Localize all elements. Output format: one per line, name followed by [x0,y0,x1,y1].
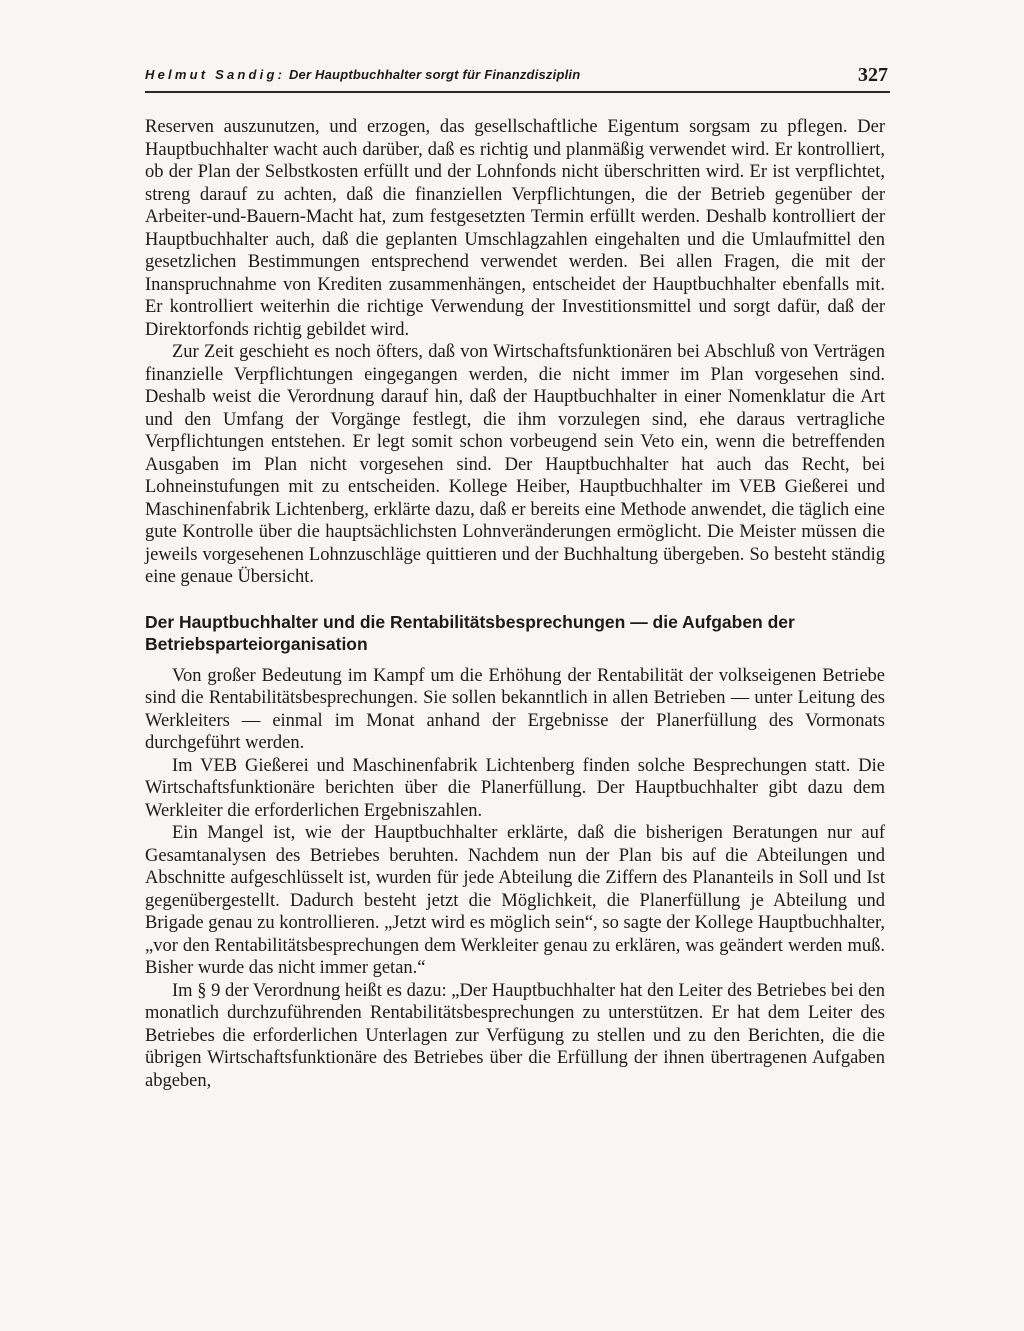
page-number: 327 [858,64,888,86]
article-title: Der Hauptbuchhalter sorgt für Finanzdisziplin [288,67,581,82]
author-name: Helmut Sandig: [145,67,286,82]
section-heading [145,611,885,655]
paragraph: Im VEB Gießerei und Maschinenfabrik Lichtenberg finden solche Besprechungen statt. Die Wirtschaftsfunktionäre berichten über die Planerfüllung. Der Hauptbuchhalter gibt dazu dem Werkleiter die erforderlichen Ergebniszahlen. [145,755,885,821]
paragraph: Von großer Bedeutung im Kampf um die Erhöhung der Rentabilität der volkseigenen Betriebe sind die Rentabilitätsbesprechungen. Sie sollen bekanntlich in allen Betrieben — unter Leitung des Werkleiters — einmal im Monat anhand der Ergebnisse der Planerfüllung des Vormonats durchgeführt werden. [145,665,885,753]
running-title [145,67,580,82]
section-heading-text: Der Hauptbuchhalter und die Rentabilitätsbesprechungen — die Aufgaben der Betriebsparteiorganisation [145,611,795,654]
paragraph: Zur Zeit geschieht es noch öfters, daß von Wirtschaftsfunktionären bei Abschluß von Verträgen finanzielle Verpflichtungen eingegangen werden, die nicht immer im Plan vorgesehen sind. Deshalb weist die Verordnung darauf hin, daß der Hauptbuchhalter in einer Nomenklatur die Art und den Umfang der Vorgänge festlegt, die ihm vorzulegen sind, ehe daraus vertragliche Verpflichtungen entstehen. Er legt somit schon vorbeugend sein Veto ein, wenn die betreffenden Ausgaben im Plan nicht vorgesehen sind. Der Hauptbuchhalter hat auch das Recht, bei Lohneinstufungen mit zu entscheiden. Kollege Heiber, Hauptbuchhalter im VEB Gießerei und Maschinenfabrik Lichtenberg, erklärte dazu, daß er bereits eine Methode anwendet, die täglich eine gute Kontrolle über die hauptsächlichsten Lohnveränderungen ermöglicht. Die Meister müssen die jeweils vorgesehenen Lohnzuschläge quittieren und der Buchhaltung übergeben. So besteht ständig eine genaue Übersicht. [145,342,885,587]
running-head [145,64,890,88]
paragraph: Ein Mangel ist, wie der Hauptbuchhalter erklärte, daß die bisherigen Beratungen nur auf Gesamtanalysen des Betriebes beruhten. Nachdem nun der Plan bis auf die Abteilungen und Abschnitte aufgeschlüsselt ist, wurden für jede Abteilung die Ziffern des Plananteils in Soll und Ist gegenübergestellt. Dadurch besteht jetzt die Möglichkeit, die Planerfüllung je Abteilung und Brigade genau zu kontrollieren. „Jetzt wird es möglich sein“, so sagte der Kollege Hauptbuchhalter, „vor den Rentabilitätsbesprechungen dem Werkleiter genau zu erklären, was geändert werden muß. Bisher wurde das nicht immer getan.“ [145,823,885,978]
header-rule [145,91,890,93]
body-text [145,116,885,1092]
paragraph: Im § 9 der Verordnung heißt es dazu: „Der Hauptbuchhalter hat den Leiter des Betriebes bei den monatlich durchzuführenden Rentabilitätsbesprechungen zu unterstützen. Er hat dem Leiter des Betriebes die erforderlichen Unterlagen zur Verfügung zu stellen und zu den Berichten, die die übrigen Wirtschaftsfunktionäre des Betriebes über die Erfüllung der ihnen übertragenen Aufgaben abgeben, [145,980,885,1091]
paragraph: Reserven auszunutzen, und erzogen, das gesellschaftliche Eigentum sorgsam zu pflegen. Der Hauptbuchhalter wacht auch darüber, daß es richtig und planmäßig verwendet wird. Er kontrolliert, ob der Plan der Selbstkosten erfüllt und der Lohnfonds nicht überschritten wird. Er ist verpflichtet, streng darauf zu achten, daß die finanziellen Verpflichtungen, die der Betrieb gegenüber der Arbeiter-und-Bauern-Macht hat, zum festgesetzten Termin erfüllt werden. Deshalb kontrolliert der Hauptbuchhalter auch, daß die geplanten Umschlagzahlen eingehalten und die Umlaufmittel den gesetzlichen Bestimmungen entsprechend verwendet werden. Bei allen Fragen, die mit der Inanspruchnahme von Krediten zusammenhängen, entscheidet der Hauptbuchhalter ebenfalls mit. Er kontrolliert weiterhin die richtige Verwendung der Investitionsmittel und sorgt dafür, daß der Direktorfonds richtig gebildet wird. [145,117,885,340]
